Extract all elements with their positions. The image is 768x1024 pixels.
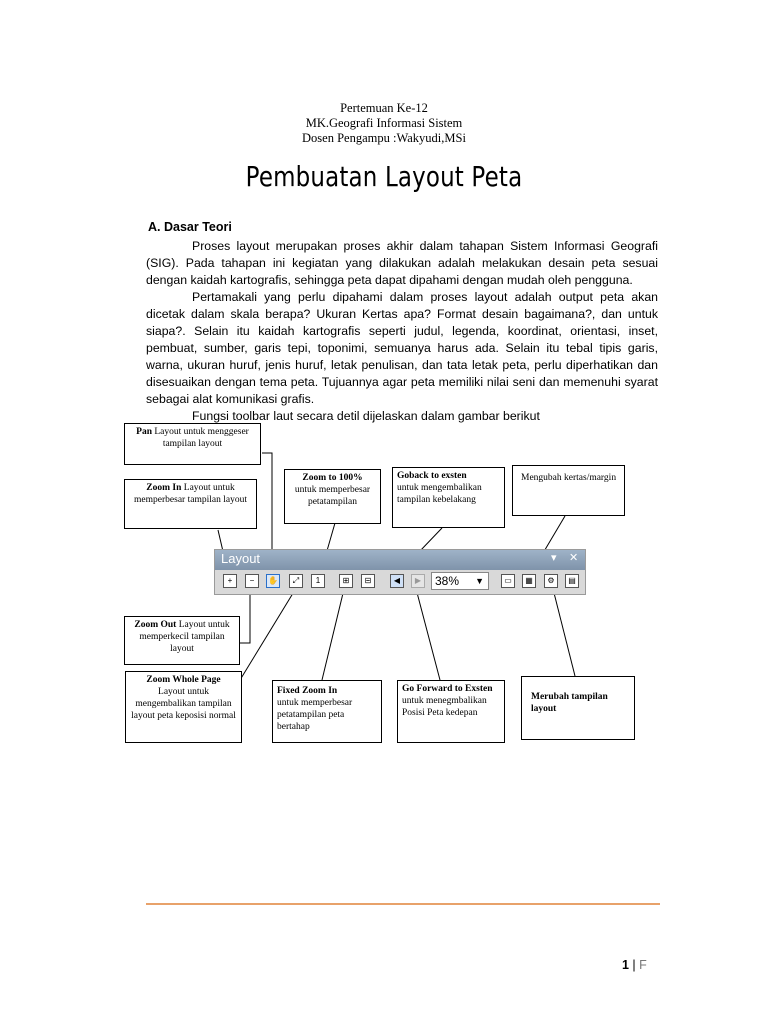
zoom-100-icon[interactable]: 1 xyxy=(311,574,325,588)
callout-zoom-out-title: Zoom Out xyxy=(134,620,177,630)
header-lecturer: Dosen Pengampu :Wakyudi,MSi xyxy=(302,131,466,145)
callout-zoom-in-title: Zoom In xyxy=(146,483,182,493)
callout-whole-text: Layout untuk mengembalikan tampilan layout peta keposisi normal xyxy=(131,687,236,721)
toggle-draft-icon[interactable]: ▭ xyxy=(501,574,515,588)
callout-forward-text: untuk menegmbalikan Posisi Peta kedepan xyxy=(402,696,487,718)
callout-pan xyxy=(124,423,261,465)
callout-goback-title: Goback to exsten xyxy=(397,471,467,481)
paragraph-2: Pertamakali yang perlu dipahami dalam proses layout adalah output peta akan dicetak dalam skala berapa? Ukuran Kertas apa? Format desain bagaimana?, dan untuk siapa?. Selain itu kaidah kartografis seperti judul, legenda, koordinat, orientasi, inset, pembuat, sumber, garis tepi, toponimi, semuanya harus ada. Selain itu tebal tipis garis, warna, ukuran huruf, jenis huruf, letak penulisan, dan tata letak peta, perlu diperhatikan dan disesuaikan dengan tema peta. Tujuannya agar peta memiliki nilai seni dan memenuhi syarat sebagai alat komunikasi grafis. xyxy=(146,290,658,406)
page-setup-icon[interactable]: ▤ xyxy=(565,574,579,588)
connector-whole xyxy=(240,585,298,680)
callout-ubah-layout xyxy=(521,676,635,740)
callout-kertas-text: Mengubah kertas/margin xyxy=(521,473,617,483)
zoom-out-icon[interactable]: − xyxy=(245,574,259,588)
callout-zoom-100 xyxy=(284,469,381,524)
go-forward-icon[interactable]: ▶ xyxy=(411,574,425,588)
page-number-sep: | xyxy=(628,958,640,972)
section-heading: A. Dasar Teori xyxy=(148,220,232,234)
callout-zoom-in xyxy=(124,479,257,529)
connector-forward xyxy=(415,585,440,680)
callout-whole-title: Zoom Whole Page xyxy=(146,675,221,685)
callout-zoom-in-text: Layout untuk memperbesar tampilan layout xyxy=(134,483,247,505)
toolbar-titlebar xyxy=(215,550,585,570)
callout-go-forward xyxy=(397,680,505,743)
callout-zoom-100-title: Zoom to 100% xyxy=(302,473,363,483)
callout-kertas xyxy=(512,465,625,516)
callout-zoom-100-text: untuk memperbesar petatampilan xyxy=(294,485,371,507)
connector-ubah xyxy=(552,585,575,676)
callout-forward-title: Go Forward to Exsten xyxy=(402,684,493,694)
toolbar-title: Layout xyxy=(221,551,261,566)
header-course-name: MK.Geografi Informasi Sistem xyxy=(305,116,463,130)
change-layout-icon[interactable]: ⚙ xyxy=(544,574,558,588)
chevron-down-icon: ▼ xyxy=(475,576,484,586)
toolbar-menu-icon[interactable]: ▾ xyxy=(551,552,557,564)
callout-fixed-title: Fixed Zoom In xyxy=(277,686,338,696)
callout-goback-text: untuk mengembalikan tampilan kebelakang xyxy=(397,483,482,505)
toolbar-close-icon[interactable]: ✕ xyxy=(569,552,579,564)
zoom-in-icon[interactable]: + xyxy=(223,574,237,588)
fixed-zoom-out-icon[interactable]: ⊟ xyxy=(361,574,375,588)
header-course-meeting: Pertemuan Ke-12 xyxy=(340,101,428,115)
callout-zoom-out-text: Layout untuk memperkecil tampilan layout xyxy=(139,620,230,654)
paragraph-3: Fungsi toolbar laut secara detil dijelaskan dalam gambar berikut xyxy=(192,409,540,423)
callout-pan-title: Pan xyxy=(136,427,152,437)
callout-ubah-title: Merubah tampilan layout xyxy=(531,692,608,714)
zoom-value: 38% xyxy=(435,574,460,588)
pan-icon[interactable]: ✋ xyxy=(266,574,280,588)
footer-divider xyxy=(146,903,660,905)
page-number xyxy=(622,958,647,972)
focus-frame-icon[interactable]: ▦ xyxy=(522,574,536,588)
callout-zoom-out xyxy=(124,616,240,665)
page-number-suffix: F xyxy=(639,958,647,972)
page-number-value: 1 xyxy=(622,958,629,972)
zoom-whole-page-icon[interactable]: ⤢ xyxy=(289,574,303,588)
callout-fixed-text: untuk memperbesar petatampilan peta bertahap xyxy=(277,698,353,732)
paragraph-1: Proses layout merupakan proses akhir dalam tahapan Sistem Informasi Geografi (SIG). Pada tahapan ini kegiatan yang dilakukan adalah melakukan desain peta sesuai dengan kaidah kartografis, sehingga peta dapat dipahami dengan mudah oleh pengguna. xyxy=(146,239,658,287)
callout-goback xyxy=(392,467,505,528)
connector-fixed xyxy=(322,585,345,680)
callout-zoom-whole-page xyxy=(125,671,242,743)
callout-fixed-zoom-in xyxy=(272,680,382,743)
fixed-zoom-in-icon[interactable]: ⊞ xyxy=(339,574,353,588)
callout-pan-text: Layout untuk menggeser tampilan layout xyxy=(152,427,249,449)
go-back-icon[interactable]: ◀ xyxy=(390,574,404,588)
page-title: Pembuatan Layout Peta xyxy=(245,160,523,193)
layout-toolbar xyxy=(214,549,586,595)
zoom-select[interactable] xyxy=(431,572,489,590)
